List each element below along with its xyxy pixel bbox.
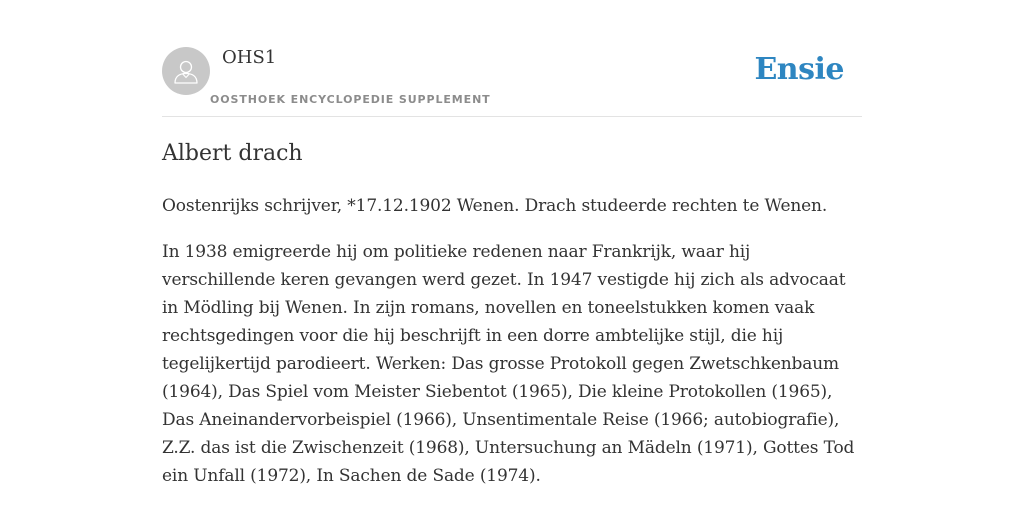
article-paragraph-1: Oostenrijks schrijver, *17.12.1902 Wenen. Drach studeerde rechten te Wenen. (162, 196, 828, 216)
source-label[interactable]: OOSTHOEK ENCYCLOPEDIE SUPPLEMENT (210, 93, 491, 106)
user-icon (172, 57, 200, 85)
author-name[interactable]: OHS1 (222, 47, 277, 68)
brand-logo[interactable]: Ensie (754, 52, 844, 87)
article-paragraph-2: In 1938 emigreerde hij om politieke redenen naar Frankrijk, waar hij verschillende keren gevangen werd gezet. In 1947 vestigde hij zich als advocaat in Mödling bij Wenen. In zijn romans, novellen en toneelstukken komen vaak rechtsgedingen voor die hij beschrijft in een dorre ambtelijke stijl, die hij tegelijkertijd parodieert. Werken: Das grosse Protokoll gegen Zwetschkenbaum (1964), Das Spiel vom Meister Siebentot (1965), Die kleine Protokollen (1965), Das Aneinandervorbeispiel (1966), Unsentimentale Reise (1966; autobiografie), Z.Z. das ist die Zwischenzeit (1968), Untersuchung an Mädeln (1971), Gottes Tod ein Unfall (1972), In Sachen de Sade (1974). (162, 242, 855, 486)
author-avatar[interactable] (162, 47, 210, 95)
header (162, 46, 862, 117)
article-title: Albert drach (162, 141, 303, 166)
